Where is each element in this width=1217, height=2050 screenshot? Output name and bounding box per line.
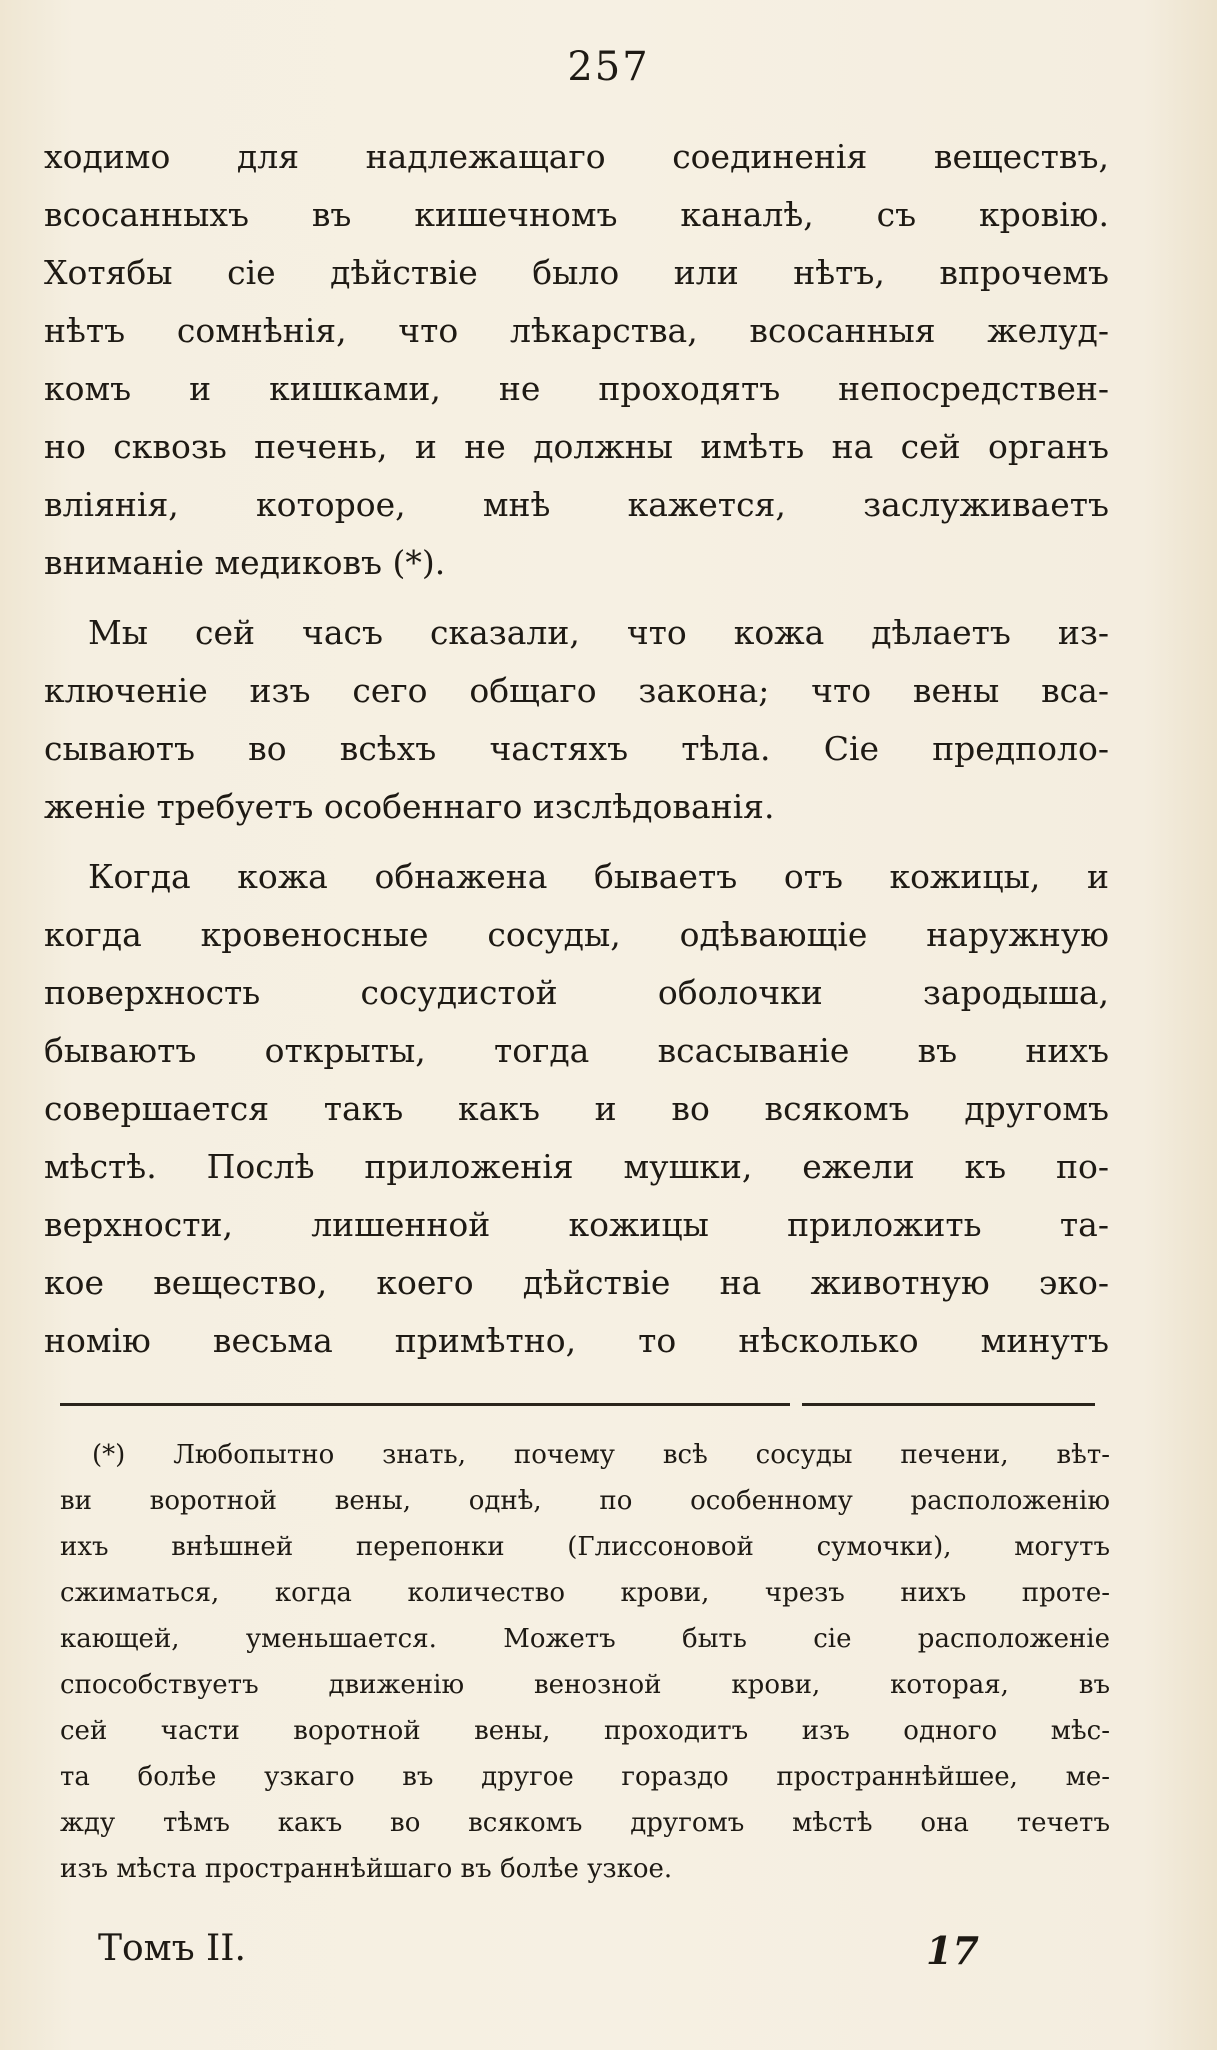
footnote-line: сжиматься, когда количество крови, чрезъ нихъ проте- [60,1578,1110,1608]
body-line: ходимо для надлежащаго соединенія веществъ, [44,137,1109,176]
body-line: номію весьма примѣтно, то нѣсколько минутъ [44,1321,1109,1360]
body-line: совершается такъ какъ и во всякомъ другомъ [44,1089,1109,1128]
body-line: Хотябы сіе дѣйствіе было или нѣтъ, впрочемъ [44,253,1109,292]
footnote-line: ихъ внѣшней перепонки (Глиссоновой сумочки), могутъ [60,1532,1110,1562]
footnote-line: кающей, уменьшается. Можетъ быть сіе расположеніе [60,1624,1110,1654]
footnote-line: способствуетъ движенію венозной крови, которая, въ [60,1670,1110,1700]
body-line: всосанныхъ въ кишечномъ каналѣ, съ кровію. [44,195,1109,234]
footnote [60,1432,1110,1892]
footnote-line: сей части воротной вены, проходитъ изъ одного мѣс- [60,1716,1110,1746]
body-line: сываютъ во всѣхъ частяхъ тѣла. Сіе предполо- [44,729,1109,768]
footnote-divider-break [790,1398,802,1410]
footnote-line: та болѣе узкаго въ другое гораздо пространнѣйшее, ме- [60,1762,1110,1792]
body-line: Мы сей часъ сказали, что кожа дѣлаетъ из- [88,613,1109,652]
body-line: но сквозь печень, и не должны имѣть на сей органъ [44,427,1109,466]
body-line: вліянія, которое, мнѣ кажется, заслуживаетъ [44,485,1109,524]
body-line: когда кровеносные сосуды, одѣвающіе наружную [44,915,1109,954]
body-line: мѣстѣ. Послѣ приложенія мушки, ежели къ по- [44,1147,1109,1186]
footnote-line: (*) Любопытно знать, почему всѣ сосуды печени, вѣт- [92,1440,1110,1470]
body-line: Когда кожа обнажена бываетъ отъ кожицы, и [88,857,1109,896]
body-line: верхности, лишенной кожицы приложить та- [44,1205,1109,1244]
footnote-line: ви воротной вены, однѣ, по особенному расположенію [60,1486,1110,1516]
body-line: женіе требуетъ особеннаго изслѣдованія. [44,787,775,826]
body-line: вниманіе медиковъ (*). [44,543,446,582]
sheet-number: 17 [926,1928,979,1973]
body-line: комъ и кишками, не проходятъ непосредствен- [44,369,1109,408]
footnote-line: жду тѣмъ какъ во всякомъ другомъ мѣстѣ она течетъ [60,1808,1110,1838]
body-line: кое вещество, коего дѣйствіе на животную эко- [44,1263,1109,1302]
page-number: 257 [567,44,650,90]
volume-signature: Томъ II. [98,1928,246,1969]
footnote-line: изъ мѣста пространнѣйшаго въ болѣе узкое. [60,1854,673,1884]
footnote-divider [60,1403,1095,1406]
body-line: ключеніе изъ сего общаго закона; что вены вса- [44,671,1109,710]
body-line: поверхность сосудистой оболочки зародыша, [44,973,1109,1012]
main-text [44,128,1109,1370]
body-line: нѣтъ сомнѣнія, что лѣкарства, всосанныя желуд- [44,311,1109,350]
body-line: бываютъ открыты, тогда всасываніе въ нихъ [44,1031,1109,1070]
